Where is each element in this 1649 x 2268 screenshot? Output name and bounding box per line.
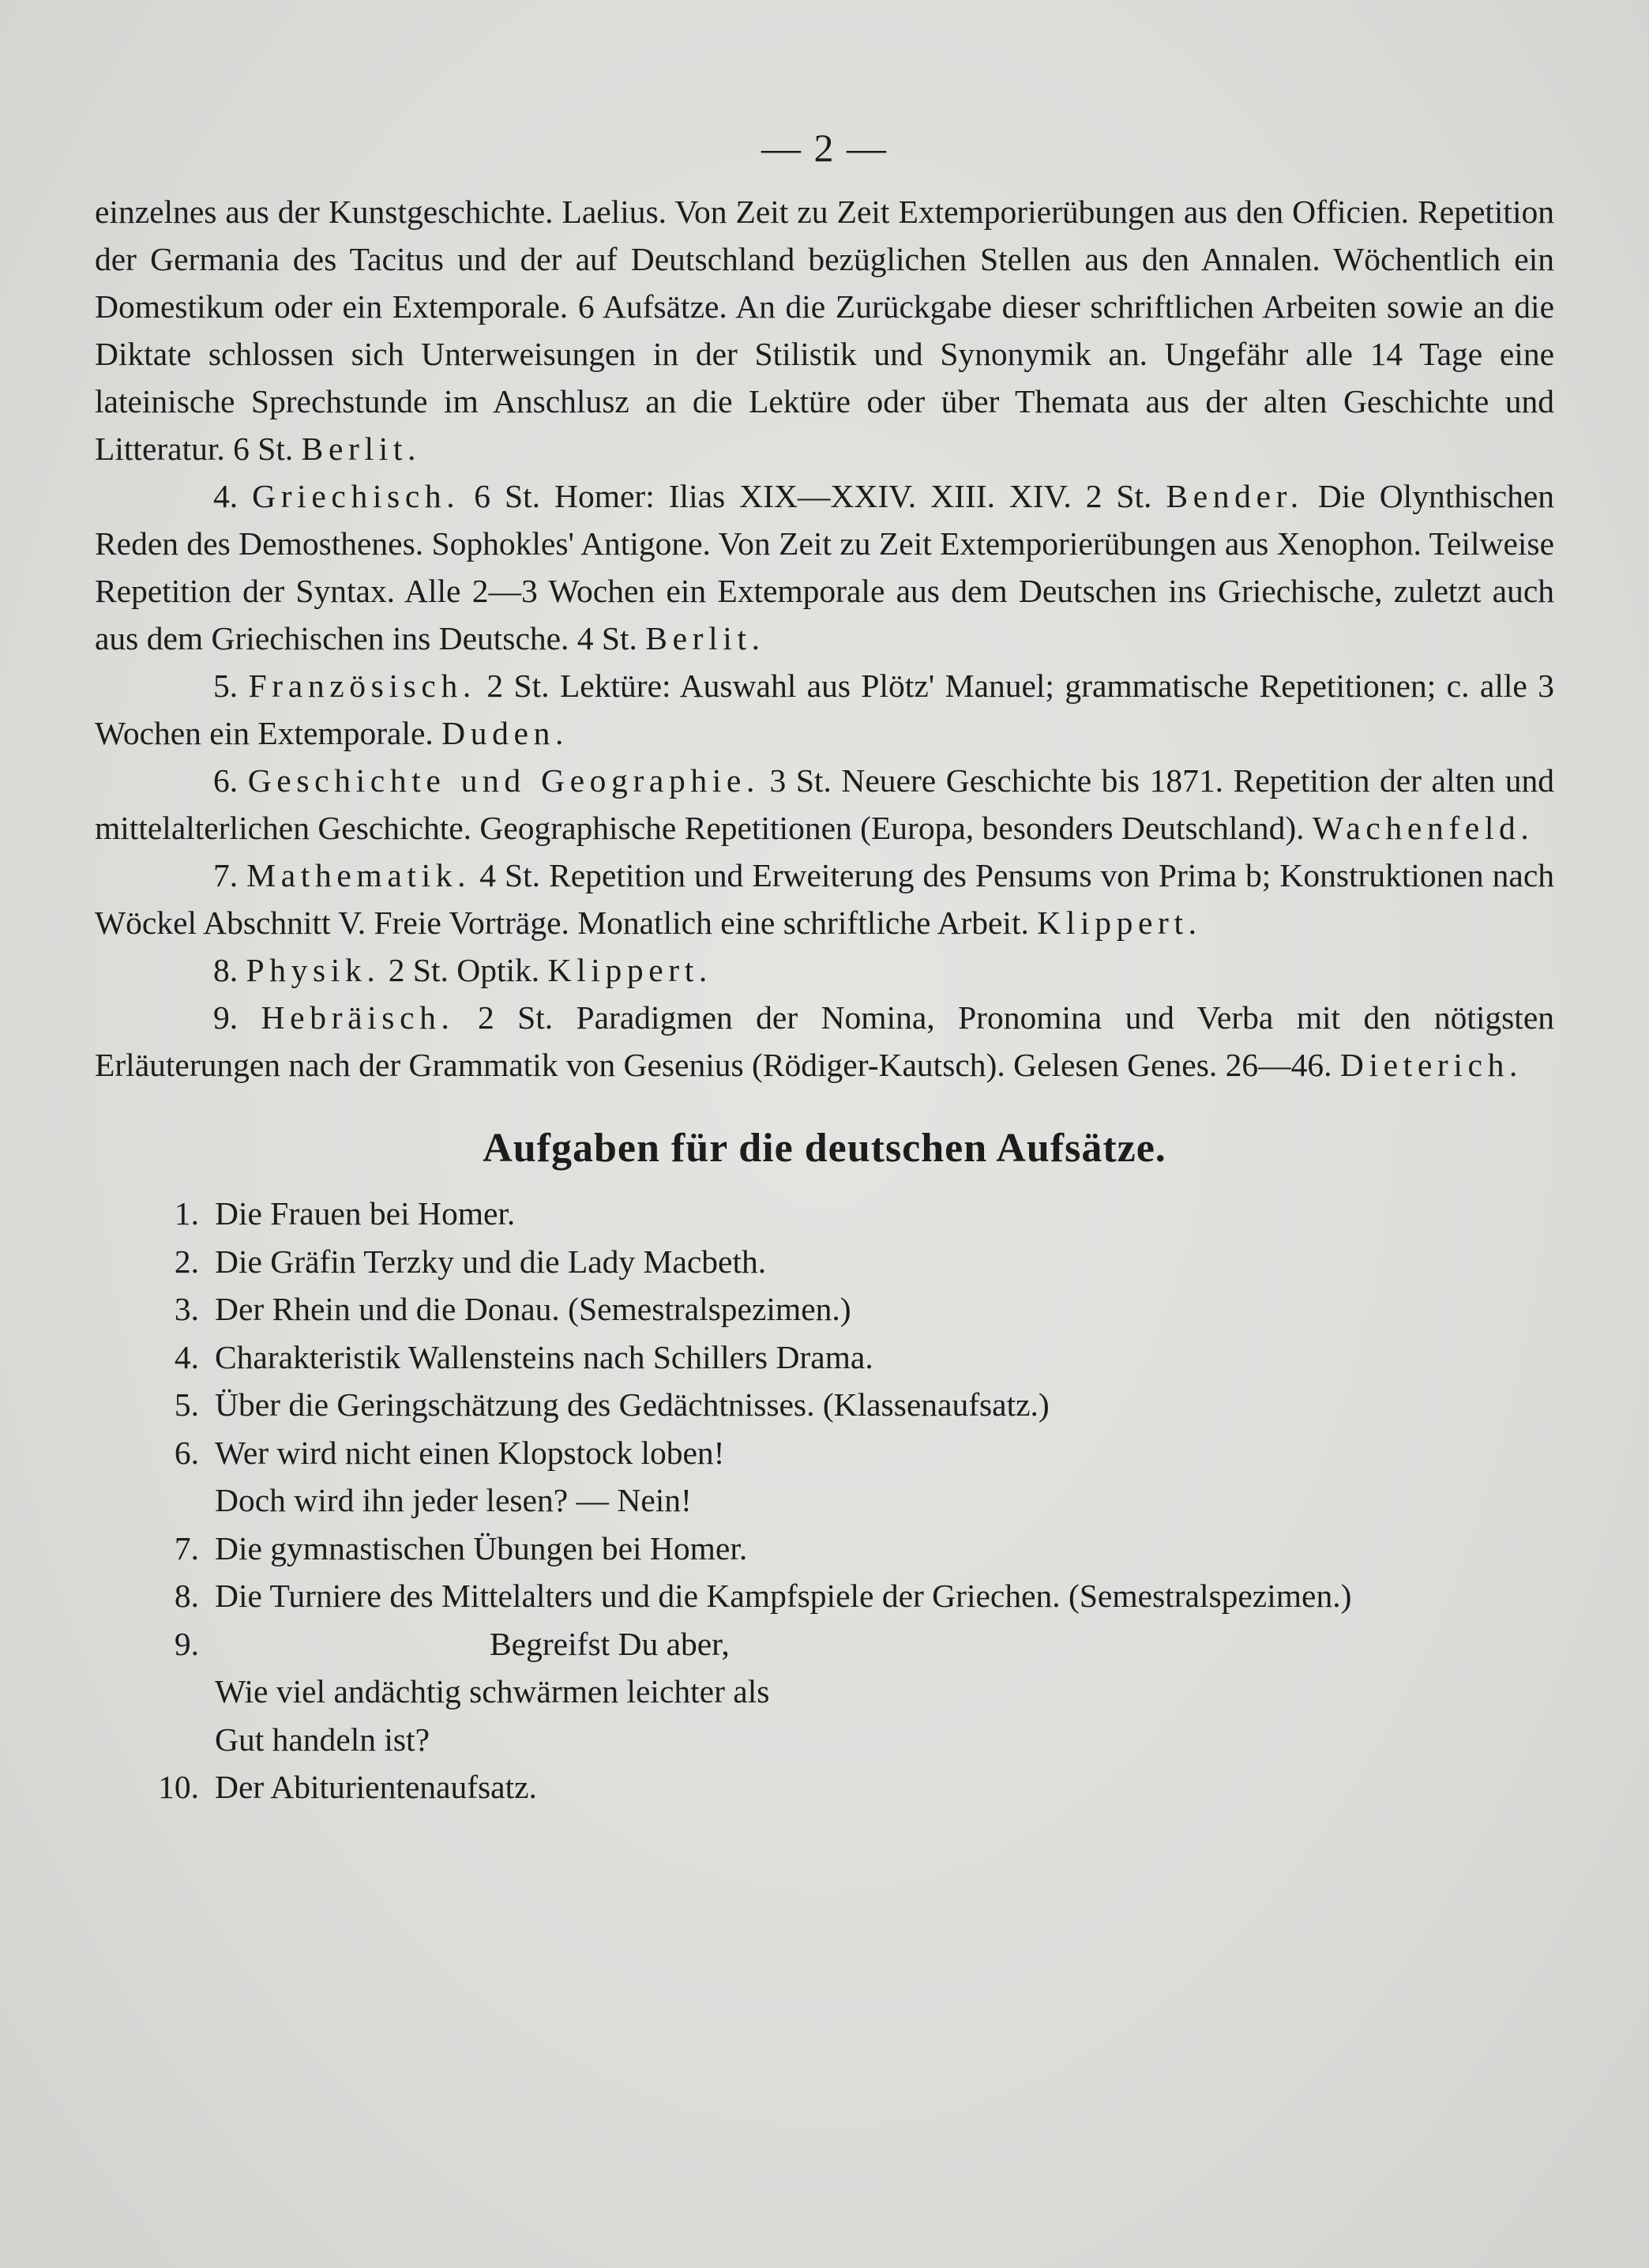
topic-number: 2.	[174, 1243, 199, 1280]
spaced-name: Berlit.	[301, 431, 422, 467]
topic-text: Wer wird nicht einen Klopstock loben!	[215, 1434, 725, 1471]
text-run: 9.	[213, 999, 261, 1036]
topic-text: Charakteristik Wallensteins nach Schillers Drama.	[215, 1338, 873, 1375]
spaced-name: Griechisch.	[252, 478, 460, 514]
topic-number	[95, 1476, 215, 1525]
text-run: Die Olynthischen Reden des Demosthenes. Sophokles' Antigone. Von Zeit zu Zeit Extemporierübungen aus Xenophon. Teilweise Repetition der Syntax. Alle 2—3 Wochen ein Extemporale aus dem Deutschen ins Griechische, zuletzt auch aus dem Griechischen ins Deutsche. 4 St.	[95, 478, 1554, 656]
topic-text: Die gymnastischen Übungen bei Homer.	[215, 1529, 748, 1567]
topic-number: 5.	[174, 1386, 199, 1423]
document-body	[95, 188, 1554, 1811]
paragraph	[95, 472, 1554, 662]
paragraph	[95, 188, 1554, 472]
topic-text: Die Gräfin Terzky und die Lady Macbeth.	[215, 1243, 767, 1280]
topic-item	[95, 1238, 1554, 1286]
topic-item	[95, 1668, 1554, 1716]
text-run: 5.	[213, 668, 249, 704]
topic-item	[95, 1429, 1554, 1477]
spaced-name: Wachenfeld.	[1312, 810, 1534, 846]
topic-number: 8.	[174, 1578, 199, 1614]
topic-number	[95, 1716, 215, 1764]
text-run: 2 St. Paradigmen der Nomina, Pronomina und Verba mit den nötigsten Erläuterungen nach der Grammatik von Gesenius (Rödiger-Kautsch). Gelesen Genes. 26—46.	[95, 999, 1554, 1083]
text-run: 6.	[213, 762, 248, 799]
topic-item	[95, 1572, 1554, 1620]
text-run: 7.	[213, 857, 247, 893]
topic-number: 7.	[174, 1529, 199, 1567]
topic-item	[95, 1476, 1554, 1525]
topic-text: Wie viel andächtig schwärmen leichter als	[215, 1673, 770, 1709]
text-run: 2 St. Optik.	[380, 952, 548, 988]
spaced-name: Hebräisch.	[261, 999, 455, 1036]
text-run: 6 St. Homer: Ilias XIX—XXIV. XIII. XIV. 2 St.	[460, 478, 1166, 514]
topic-number	[95, 1668, 215, 1716]
text-run: 3 St. Neuere Geschichte bis 1871. Repetition der alten und mittelalterlichen Geschichte. Geographische Repetitionen (Europa, besonders Deutschland).	[95, 762, 1555, 846]
topic-item	[95, 1190, 1554, 1238]
topic-number: 1.	[174, 1195, 199, 1232]
paragraph	[95, 757, 1554, 852]
text-run: 2 St. Lektüre: Auswahl aus Plötz' Manuel; grammatische Repetitionen; c. alle 3 Wochen ein Extemporale.	[95, 668, 1555, 751]
spaced-name: Bender.	[1166, 478, 1304, 514]
paragraph	[95, 662, 1554, 757]
spaced-name: Berlit.	[645, 620, 765, 656]
topic-text: Gut handeln ist?	[215, 1721, 430, 1758]
spaced-name: Französisch.	[248, 668, 476, 704]
topic-item	[95, 1525, 1554, 1573]
essay-topics-heading: Aufgaben für die deutschen Aufsätze.	[483, 1126, 1166, 1171]
topic-item	[95, 1333, 1554, 1382]
topic-text: Die Frauen bei Homer.	[215, 1195, 516, 1232]
spaced-name: Geschichte und Geographie.	[247, 762, 760, 799]
text-run: einzelnes aus der Kunstgeschichte. Laelius. Von Zeit zu Zeit Extemporierübungen aus den Officien. Repetition der Germania des Tacitus und der auf Deutschland bezüglichen Stellen aus den Annalen. Wöchentlich ein Domestikum oder ein Extemporale. 6 Aufsätze. An die Zurückgabe dieser schriftlichen Arbeiten sowie an die Diktate schlossen sich Unterweisungen in der Stilistik und Synonymik an. Ungefähr alle 14 Tage eine lateinische Sprechstunde im Anschlusz an die Lektüre oder über Themata aus der alten Geschichte und Litteratur. 6 St.	[95, 194, 1554, 467]
topic-text: Doch wird ihn jeder lesen? — Nein!	[215, 1482, 692, 1518]
topic-text: Über die Geringschätzung des Gedächtnisses. (Klassenaufsatz.)	[215, 1386, 1050, 1423]
topic-number: 9.	[174, 1625, 199, 1662]
spaced-name: Physik.	[246, 952, 381, 988]
topic-text: Der Abiturientenaufsatz.	[215, 1769, 537, 1805]
topic-item	[95, 1285, 1554, 1333]
topic-item	[95, 1620, 1554, 1668]
page-number: — 2 —	[761, 126, 888, 170]
topic-number: 3.	[174, 1291, 199, 1327]
text-run: 4 St. Repetition und Erweiterung des Pensums von Prima b; Konstruktionen nach Wöckel Abschnitt V. Freie Vorträge. Monatlich eine schriftliche Arbeit.	[95, 857, 1555, 941]
paragraph	[95, 852, 1554, 946]
topic-text: Die Turniere des Mittelalters und die Kampfspiele der Griechen. (Semestralspezimen.)	[215, 1578, 1352, 1614]
spaced-name: Klippert.	[1037, 905, 1202, 941]
essay-topics-list	[95, 1190, 1554, 1811]
topic-number: 6.	[174, 1434, 199, 1471]
paragraph	[95, 946, 1554, 994]
spaced-name: Klippert.	[547, 952, 712, 988]
topic-text: Begreifst Du aber,	[490, 1625, 730, 1662]
paragraph	[95, 994, 1554, 1089]
topic-text: Der Rhein und die Donau. (Semestralspezimen.)	[215, 1291, 851, 1327]
topic-number: 10.	[158, 1769, 199, 1805]
text-run: 8.	[213, 952, 246, 988]
topic-item	[95, 1716, 1554, 1764]
topic-item	[95, 1763, 1554, 1811]
spaced-name: Duden.	[441, 715, 569, 751]
topic-number: 4.	[174, 1338, 199, 1375]
spaced-name: Mathematik.	[246, 857, 471, 893]
spaced-name: Dieterich.	[1339, 1047, 1523, 1083]
topic-item	[95, 1381, 1554, 1429]
text-run: 4.	[213, 478, 253, 514]
subject-paragraphs	[95, 188, 1554, 1089]
